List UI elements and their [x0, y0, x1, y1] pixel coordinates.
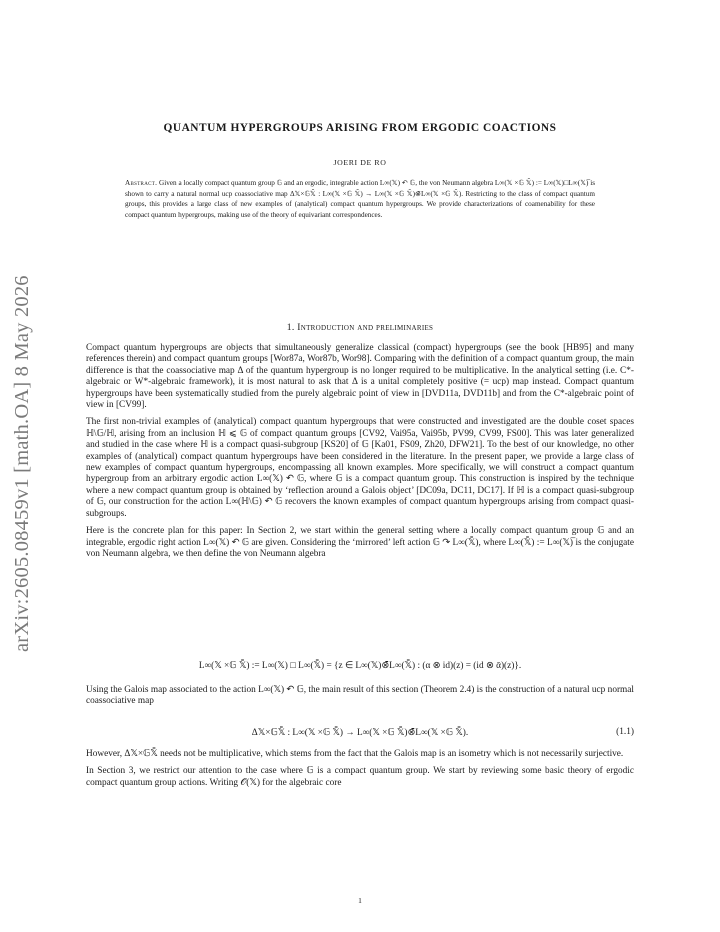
page-number: 1: [358, 896, 362, 905]
arxiv-identifier: arXiv:2605.08459v1 [math.OA] 8 May 2026: [11, 275, 33, 652]
abstract: [125, 178, 595, 220]
equation-2-text: Δ𝕏×𝔾𝕏̄ : L∞(𝕏 ×𝔾 𝕏̄) → L∞(𝕏 ×𝔾 𝕏̄)⊗̄L∞(𝕏 ×𝔾 𝕏̄).: [251, 728, 469, 738]
paragraph-3: Here is the concrete plan for this paper: In Section 2, we start within the general setting where a locally compact quantum group 𝔾 and an integrable, ergodic right action L∞(𝕏) ↶ 𝔾 are given. Considering the ‘mirrored’ left action 𝔾 ↷ L∞(𝕏̄), where L∞(𝕏̄) := L∞(𝕏)̅ is the conjugate von Neumann algebra, we then define the von Neumann algebra: [86, 526, 634, 559]
equation-1-text: L∞(𝕏 ×𝔾 𝕏̄) := L∞(𝕏) □ L∞(𝕏̄) = {z ∈ L∞(𝕏)⊗̄L∞(𝕏̄) : (α ⊗ id)(z) = (id ⊗ ᾱ)(z)}.: [198, 661, 522, 671]
abstract-label: Abstract.: [125, 179, 158, 187]
paragraph-1: Compact quantum hypergroups are objects that simultaneously generalize classical (compact) hypergroups (see the book [HB95] and many references therein) and compact quantum groups [Wor87a, Wor87b, Wor98]. Comparing with the definition of a compact quantum group, the main difference is that the coassociative map Δ of the quantum hypergroup is no longer required to be multiplicative. In the analytical setting (i.e. C*-algebraic or W*-algebraic framework), it is most natural to ask that Δ is a unital completely positive (= ucp) map instead. Compact quantum hypergroups have been systematically studied from the purely algebraic point of view in [DVD11a, DVD11b] and from the C*-algebraic point of view in [CV99].: [86, 343, 634, 411]
paragraph-galois: [86, 685, 634, 714]
equation-coproduct: [86, 727, 634, 738]
paragraph-6: In Section 3, we restrict our attention to the case where 𝔾 is a compact quantum group. We start by reviewing some basic theory of ergodic compact quantum group actions. Writing 𝒪(𝕏) for the algebraic core: [86, 766, 634, 788]
intro-body-top: [86, 343, 634, 566]
paper-title: QUANTUM HYPERGROUPS ARISING FROM ERGODIC COACTIONS: [163, 122, 557, 134]
paragraph-2: The first non-trivial examples of (analytical) compact quantum hypergroups that were constructed and investigated are the double coset spaces ℍ\𝔾/ℍ, arising from an inclusion ℍ ⩽ 𝔾 of compact quantum groups [CV92, Vai95a, Vai95b, PV99, CV99, FS00]. This was later generalized and studied in the case where ℍ is a compact quasi-subgroup [KS20] of 𝔾 [Ka01, FS09, Zh20, DFW21]. To the best of our knowledge, no other examples of (analytical) compact quantum hypergroups have been considered in the literature. In the present paper, we provide a large class of new examples of compact quantum hypergroups, encompassing all known examples. More specifically, we will construct a compact quantum hypergroup from an arbitrary ergodic action L∞(𝕏) ↶ 𝔾, where 𝔾 is a compact quantum group. This construction is inspired by the technique where a new compact quantum group is obtained by ‘reflection around a Galois object’ [DC09a, DC11, DC17]. If ℍ is a compact quasi-subgroup of 𝔾, our construction for the action L∞(ℍ\𝔾) ↶ 𝔾 recovers the known examples of compact quantum hypergroups arising from compact quasi-subgroups.: [86, 417, 634, 519]
author-name: JOERI DE RO: [333, 158, 387, 167]
paragraph-5: However, Δ𝕏×𝔾𝕏̄ needs not be multiplicative, which stems from the fact that the Galois map is an isometry which is not necessarily surjective.: [86, 749, 624, 759]
section-heading: 1. Introduction and preliminaries: [286, 322, 434, 333]
equation-fiber-product: [86, 660, 634, 671]
paragraph-4: Using the Galois map associated to the action L∞(𝕏) ↶ 𝔾, the main result of this section (Theorem 2.4) is the construction of a natural ucp normal coassociative map: [86, 685, 634, 707]
abstract-text: Given a locally compact quantum group 𝔾 and an ergodic, integrable action L∞(𝕏) ↶ 𝔾, the von Neumann algebra L∞(𝕏 ×𝔾 𝕏̄) := L∞(𝕏)□L∞(𝕏)̅ is shown to carry a natural normal ucp coassociative map Δ𝕏×𝔾𝕏̄ : L∞(𝕏 ×𝔾 𝕏̄) → L∞(𝕏 ×𝔾 𝕏̄)⊗̄L∞(𝕏 ×𝔾 𝕏̄). Restricting to the class of compact quantum groups, this provides a large class of new examples of (analytical) compact quantum hypergroups. We provide characterizations of coamenability for these compact quantum hypergroups, making use of the theory of equivariant correspondences.: [125, 179, 596, 219]
intro-body-bottom: [86, 749, 634, 795]
equation-number: (1.1): [616, 727, 634, 737]
